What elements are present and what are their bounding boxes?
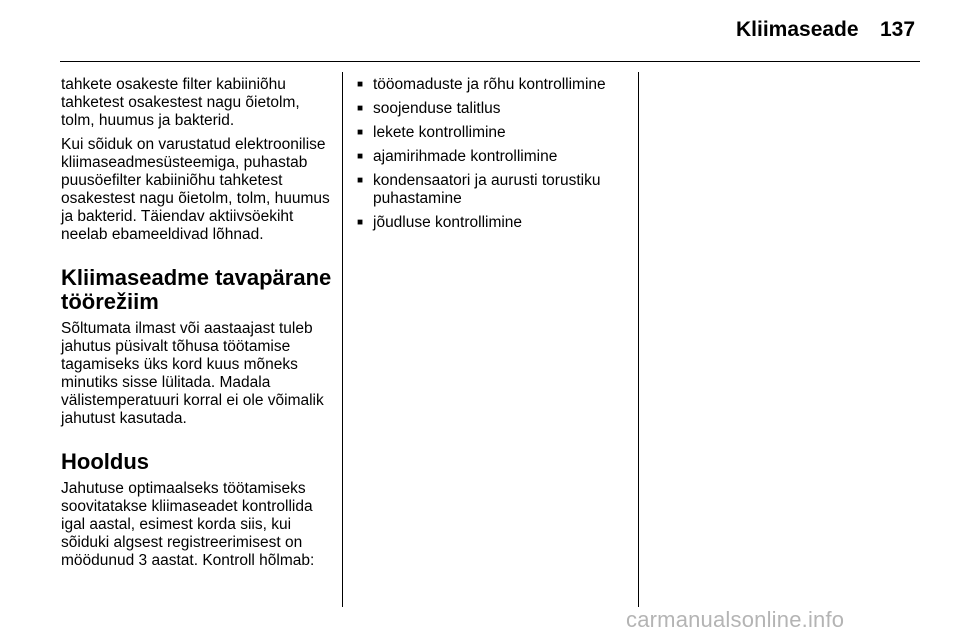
page-title: Kliimaseade (736, 18, 859, 41)
list-item-text: kondensaatori ja aurusti torustiku puhastamine (373, 172, 601, 207)
list-item-text: ajamirihmade kontrollimine (373, 148, 558, 165)
section-heading-normal-operation: Kliimaseadme tavapärane töörežiim (61, 265, 332, 314)
column-divider-left (342, 72, 343, 607)
list-item (357, 172, 627, 208)
paragraph-electronic-climate: Kui sõiduk on varustatud elektroonilise kliimaseadmesüsteemiga, puhastab puusöefilter kabiiniõhu tahketest osakestest nagu õietolm, tolm, huumus ja bakterid. Täiendav aktiivsöekiht neelab ebameeldivad lõhnad. (61, 136, 330, 243)
paragraph-normal-operation: Sõltumata ilmast või aastaajast tuleb jahutus püsivalt tõhusa töötamise tagamiseks üks kord kuus mõneks minutiks sisse lülitada. Madala välistemperatuuri korral ei ole võimalik jahutust kasutada. (61, 320, 324, 427)
paragraph-service: Jahutuse optimaalseks töötamiseks soovitatakse kliimaseadet kontrollida igal aastal, esimest korda siis, kui sõiduki algsest registreerimisest on möödunud 3 aastat. Kontroll hõlmab: (61, 480, 315, 569)
bullet-icon: ■ (357, 175, 364, 186)
left-column (61, 76, 337, 576)
bullet-icon: ■ (357, 79, 364, 90)
checklist (357, 76, 627, 238)
list-item-text: lekete kontrollimine (373, 124, 506, 141)
page-number: 137 (880, 18, 916, 41)
section-heading-service: Hooldus (61, 449, 149, 474)
list-item-text: tööomaduste ja rõhu kontrollimine (373, 76, 606, 93)
list-item-text: jõudluse kontrollimine (373, 214, 523, 231)
list-item (357, 100, 627, 118)
header-divider (60, 61, 920, 62)
watermark: carmanualsonline.info (626, 607, 845, 632)
bullet-icon: ■ (357, 127, 364, 138)
list-item (357, 124, 627, 142)
list-item-text: soojenduse talitlus (373, 100, 501, 117)
list-item (357, 214, 627, 232)
list-item (357, 148, 627, 166)
bullet-icon: ■ (357, 103, 364, 114)
list-item (357, 76, 627, 94)
bullet-icon: ■ (357, 217, 364, 228)
bullet-icon: ■ (357, 151, 364, 162)
paragraph-filter: tahkete osakeste filter kabiiniõhu tahketest osakestest nagu õietolm, tolm, huumus ja bakterid. (61, 76, 300, 129)
column-divider-right (638, 72, 639, 607)
